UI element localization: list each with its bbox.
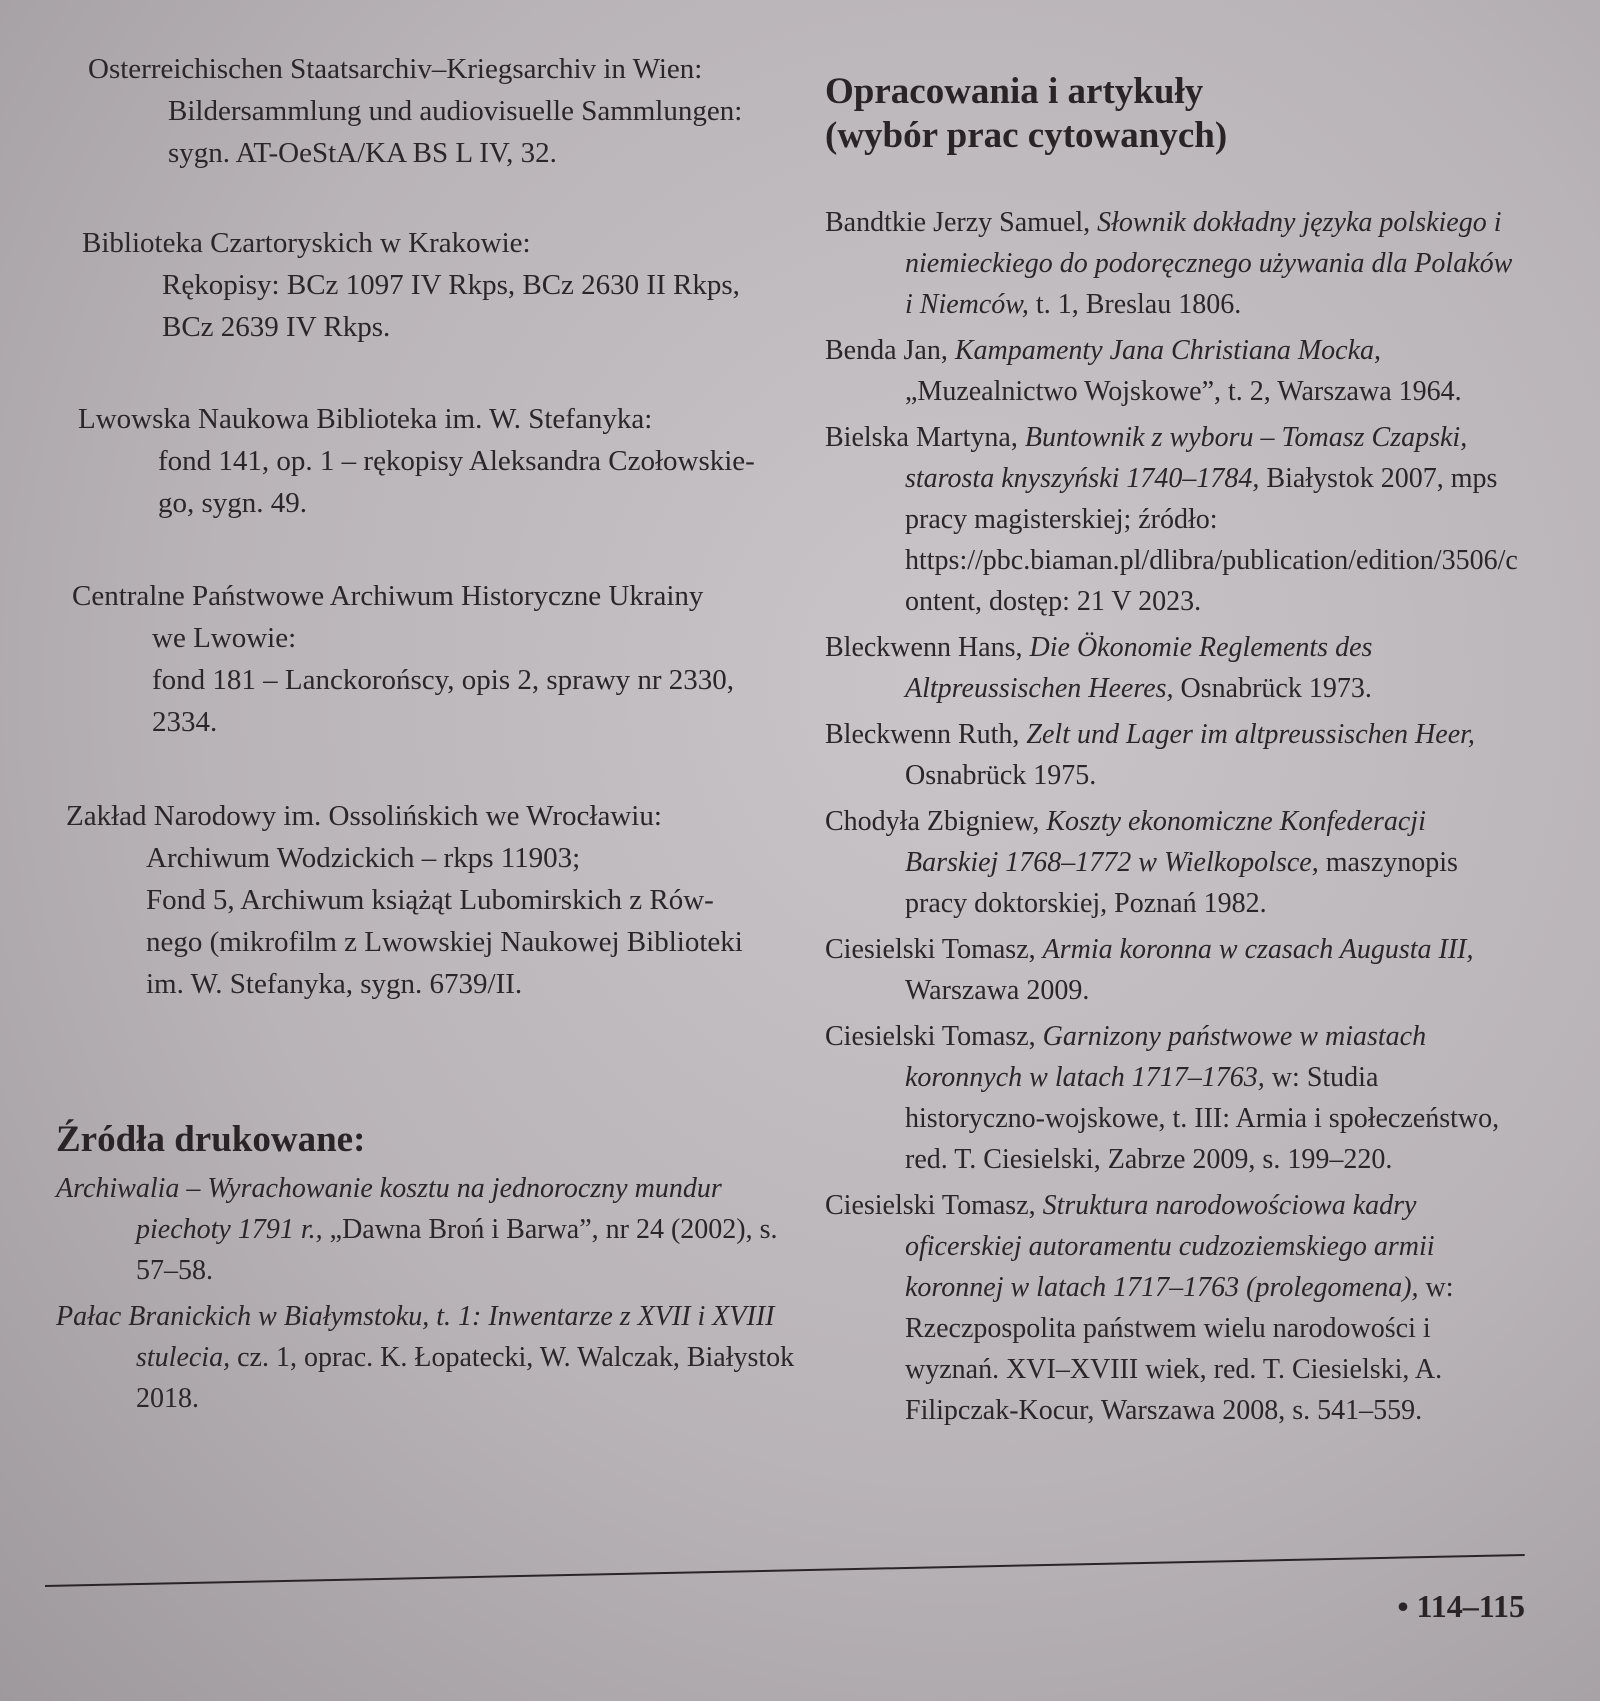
studies-list bbox=[825, 202, 1525, 1436]
archive-name: Zakład Narodowy im. Ossolińskich we Wrocławiu: bbox=[66, 800, 662, 832]
entry-details: w: Rzeczpospolita państwem wielu narodowości i wyznań. XVI–XVIII wiek, red. T. Ciesielski, A. Filipczak-Kocur, Warszawa 2008, s. 541–559. bbox=[905, 1272, 1454, 1426]
entry-details: Białystok 2007, mps pracy magisterskiej; źródło: https://pbc.biaman.pl/dlibra/publication/edition/3506/content, dostęp: 21 V 2023. bbox=[905, 463, 1518, 617]
printed-sources-section bbox=[56, 1118, 796, 1424]
entry-details: Osnabrück 1975. bbox=[905, 760, 1097, 791]
section-title: Źródła drukowane: bbox=[56, 1119, 366, 1160]
entry-title: Buntownik z wyboru – Tomasz Czapski, starosta knyszyński 1740–1784, bbox=[905, 422, 1468, 494]
entry-author: Bleckwenn Ruth, bbox=[825, 719, 1027, 750]
archive-entry bbox=[72, 575, 802, 743]
archive-detail: sygn. AT-OeStA/KA BS L IV, 32. bbox=[168, 137, 557, 169]
studies-heading bbox=[825, 70, 1525, 158]
entry-author: Benda Jan, bbox=[825, 335, 955, 366]
archive-entry bbox=[66, 795, 806, 1005]
bibliography-entry bbox=[825, 417, 1525, 622]
bibliography-entry bbox=[825, 1016, 1525, 1180]
archive-detail: Rękopisy: BCz 1097 IV Rkps, BCz 2630 II Rkps, bbox=[162, 269, 740, 301]
entry-author: Ciesielski Tomasz, bbox=[825, 1021, 1043, 1052]
section-subtitle: (wybór prac cytowanych) bbox=[825, 115, 1228, 156]
entry-title: Kampamenty Jana Christiana Mocka, bbox=[954, 335, 1382, 366]
bibliography-entry bbox=[825, 202, 1525, 325]
archive-name: Centralne Państwowe Archiwum Historyczne Ukrainy bbox=[72, 580, 704, 612]
entry-details: Warszawa 2009. bbox=[905, 975, 1090, 1006]
entry-title: Archiwalia – Wyrachowanie kosztu na jednoroczny mundur piechoty 1791 r., bbox=[56, 1173, 722, 1245]
bibliography-entry bbox=[825, 1185, 1525, 1431]
archive-detail: go, sygn. 49. bbox=[158, 487, 308, 519]
entry-title: Die Ökonomie Reglements des Altpreussischen Heeres, bbox=[905, 632, 1373, 704]
page-number: • 114–115 bbox=[1397, 1588, 1525, 1624]
entry-details: „Dawna Broń i Barwa”, nr 24 (2002), s. 57–58. bbox=[136, 1214, 778, 1286]
archive-name: Biblioteka Czartoryskich w Krakowie: bbox=[82, 227, 531, 259]
archive-detail: Fond 5, Archiwum książąt Lubomirskich z Rów- bbox=[146, 884, 714, 916]
entry-details: maszynopis pracy doktorskiej, Poznań 1982. bbox=[905, 847, 1458, 919]
archive-detail: Bildersammlung und audiovisuelle Sammlungen: bbox=[168, 95, 743, 127]
bibliography-entry bbox=[56, 1168, 796, 1291]
footer-rule bbox=[45, 1554, 1525, 1587]
entry-details: Osnabrück 1973. bbox=[1173, 673, 1372, 704]
entry-title: Struktura narodowościowa kadry oficerskiej autoramentu cudzoziemskiego armii koronnej w latach 1717–1763 (prolegomena), bbox=[905, 1190, 1435, 1303]
archive-name: Lwowska Naukowa Biblioteka im. W. Stefanyka: bbox=[78, 403, 653, 435]
archive-entry bbox=[78, 398, 798, 524]
entry-author: Ciesielski Tomasz, bbox=[825, 934, 1043, 965]
entry-details: t. 1, Breslau 1806. bbox=[1028, 289, 1242, 320]
bibliography-entry bbox=[825, 801, 1525, 924]
archive-detail: 2334. bbox=[152, 706, 218, 738]
entry-title: Zelt und Lager im altpreussischen Heer, bbox=[1026, 719, 1475, 750]
archive-detail: fond 181 – Lanckorońscy, opis 2, sprawy nr 2330, bbox=[152, 664, 735, 696]
archive-detail: BCz 2639 IV Rkps. bbox=[162, 311, 391, 343]
bibliography-entry bbox=[825, 330, 1525, 412]
entry-details: „Muzealnictwo Wojskowe”, t. 2, Warszawa 1964. bbox=[905, 376, 1462, 407]
entry-details: cz. 1, oprac. K. Łopatecki, W. Walczak, Białystok 2018. bbox=[136, 1342, 795, 1414]
entry-title: Pałac Branickich w Białymstoku, t. 1: Inwentarze z XVII i XVIII stulecia, bbox=[56, 1301, 775, 1373]
archive-entry bbox=[88, 48, 808, 174]
archive-detail: fond 141, op. 1 – rękopisy Aleksandra Czołowskie- bbox=[158, 445, 755, 477]
entry-author: Chodyła Zbigniew, bbox=[825, 806, 1047, 837]
entry-author: Bandtkie Jerzy Samuel, bbox=[825, 207, 1098, 238]
archive-detail: Archiwum Wodzickich – rkps 11903; bbox=[146, 842, 581, 874]
bibliography-entry bbox=[825, 714, 1525, 796]
archive-detail: nego (mikrofilm z Lwowskiej Naukowej Biblioteki bbox=[146, 926, 743, 958]
entry-title: Koszty ekonomiczne Konfederacji Barskiej 1768–1772 w Wielkopolsce, bbox=[905, 806, 1426, 878]
entry-author: Bleckwenn Hans, bbox=[825, 632, 1030, 663]
entry-title: Armia koronna w czasach Augusta III, bbox=[1042, 934, 1474, 965]
section-title: Opracowania i artykuły bbox=[825, 71, 1204, 112]
entry-author: Ciesielski Tomasz, bbox=[825, 1190, 1043, 1221]
archive-detail: im. W. Stefanyka, sygn. 6739/II. bbox=[146, 968, 523, 1000]
entry-title: Słownik dokładny języka polskiego i niemieckiego do podoręcznego używania dla Polaków i Niemców, bbox=[905, 207, 1513, 320]
entry-title: Garnizony państwowe w miastach koronnych w latach 1717–1763, bbox=[905, 1021, 1427, 1093]
archive-entry bbox=[82, 222, 802, 348]
archive-name: Osterreichischen Staatsarchiv–Kriegsarchiv in Wien: bbox=[88, 53, 703, 85]
bibliography-entry bbox=[56, 1296, 796, 1419]
entry-details: w: Studia historyczno-wojskowe, t. III: Armia i społeczeństwo, red. T. Ciesielski, Zabrze 2009, s. 199–220. bbox=[905, 1062, 1500, 1175]
bibliography-entry bbox=[825, 627, 1525, 709]
entry-author: Bielska Martyna, bbox=[825, 422, 1025, 453]
archive-detail: we Lwowie: bbox=[152, 622, 297, 654]
bibliography-entry bbox=[825, 929, 1525, 1011]
